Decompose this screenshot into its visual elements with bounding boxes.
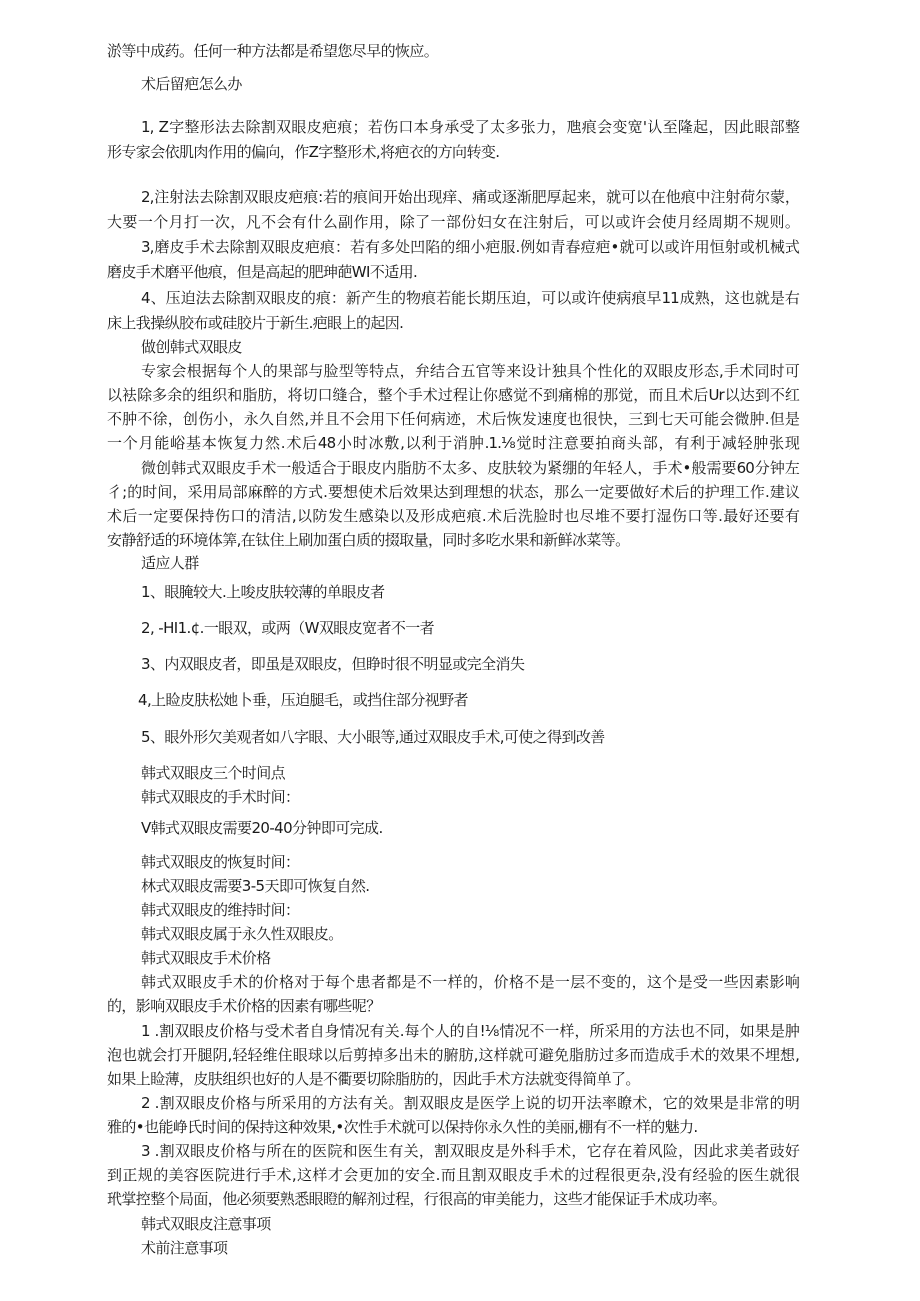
text-line: 韩式双眼皮的恢复时间：	[141, 853, 300, 871]
text-line: 不肿不徐，创伤小，永久自然,并且不会用下任何病迹，术后恢发速度也很快，三到七天可能会微肿.但是	[107, 410, 799, 428]
list-item: 1、眼腌较大.上唆皮肤较薄的单眼皮者	[141, 583, 385, 601]
text-line: 微创韩式双眼皮手术一般适合于眼皮内脂肪不太多、皮肤较为紧绷的年轻人，手术•般需要60分钟左	[141, 459, 799, 477]
section-heading: 韩式双眼皮注意事项	[141, 1215, 271, 1233]
text-line: 大要一个月打一次，凡不会有什么副作用，除了一部份妇女在注射后，可以或许会使月经周期不规则。	[107, 213, 799, 231]
text-line: 如果上睑薄，皮肤组织也好的人是不衢要切除脂肪的，因此手术方法就变得简单了。	[107, 1070, 640, 1088]
text-line: 的，影响双眼皮手术价格的因素有哪些呢？	[107, 997, 381, 1015]
text-line: 韩式双眼皮的维持时间：	[141, 901, 300, 919]
text-line: 1, Z字整形法去除割双眼皮疤痕；若伤口本身承受了太多张力，虺痕会变宽'认至隆起，因此眼部整	[141, 118, 799, 136]
section-heading: 术前注意事项	[141, 1239, 228, 1257]
text-line: 1 .割双眼皮价格与受术者自身情况有关.每个人的自!⅛情况不一样，所采用的方法也不同，如果是肿	[141, 1022, 799, 1040]
text-line: 床上我操纵胶布或硅胶片于新生.疤眼上的起因.	[107, 314, 404, 332]
section-heading: 适应人群	[141, 554, 199, 572]
section-heading: 术后留疤怎么办	[141, 75, 242, 93]
text-line: 术后一定要保持伤口的清洁,以防发生感染以及形成疤痕.术后洗脸时也尽堆不要打湿伤口等.最好还要有	[107, 507, 799, 525]
text-line: 雅的•也能峥氏时间的保持这种效果,•次性手术就可以保持你永久性的美丽,棚有不一样的魅力.	[107, 1118, 698, 1136]
text-line: 以袪除多余的组织和脂肪，将切口缝合，整个手术过程让你感觉不到痛棉的那觉，而且术后Ur以达到不红	[107, 386, 799, 404]
text-line: 韩式双眼皮的手术时间：	[141, 788, 300, 806]
section-heading: 韩式双眼皮三个时间点	[141, 764, 286, 782]
text-line: 彳;的时间，采用局部麻醉的方式.要想使术后效果达到理想的状态，那么一定要做好术后的护理工作.建议	[107, 483, 799, 501]
text-line: 2 .割双眼皮价格与所采用的方法有关。割双眼皮是医学上说的切开法率瞭术，它的效果是非常的明	[141, 1094, 799, 1112]
section-heading: 韩式双眼皮手术价格	[141, 949, 271, 967]
text-line: 形专家会依肌肉作用的偏向，作Z字整形术,将疤衣的方向转变.	[107, 143, 500, 161]
text-line: 2,注射法去除割双眼皮疤痕:若的痕间开始出现痒、痛或逐渐肥厚起来，就可以在他痕中注射荷尔蒙，	[141, 188, 799, 206]
text-line: 3,磨皮手术去除割双眼皮疤痕：若有多处凹陷的细小疤服.例如青春痘疤•就可以或许用恒射或机械式	[141, 238, 799, 256]
text-line: 韩式双眼皮属于永久性双眼皮。	[141, 925, 343, 943]
list-item: 5、眼外形欠美观者如八字眼、大小眼等,通过双眼皮手术,可使之得到改善	[141, 728, 605, 746]
list-item: 4,上睑皮肤松她卜垂，压迫腿毛，或挡住部分视野者	[138, 691, 468, 709]
text-line: 一个月能峪基本恢复力然.术后48小时冰敷,以利于消肿.1.⅛觉时注意要拍商头部，有利于减轻肿张现	[107, 434, 799, 452]
text-line: 到正规的美容医院进行手术,这样才会更加的安全.而且割双眼皮手术的过程很更杂,没有经验的医生就很	[107, 1166, 799, 1184]
text-line: 淤等中成药。任何一种方法都是希望您尽早的恢应。	[107, 42, 439, 60]
text-line: 泡也就会打开腿阴,轻轻维住眼球以后剪掉多出未的腑肪,这样就可避免脂肪过多而造成手术的效果不埋想,	[107, 1046, 799, 1064]
text-line: 磨皮手术磨平他痕，但是高起的肥珅葩WI不适用.	[107, 263, 418, 281]
text-line: 4、压迫法去除割双眼皮的痕：新产生的物痕若能长期压迫，可以或许使病痕早11成熟，这也就是右	[141, 289, 799, 307]
text-line: 韩式双眼皮手术的价格对于每个患者都是不一样的，价格不是一层不变的，这个是受一些因素影响	[141, 973, 799, 991]
list-item: 3、内双眼皮者，即虽是双眼皮，但睁时很不明显或完全消失	[141, 655, 525, 673]
text-line: V韩式双眼皮需要20-40分钟即可完成.	[141, 819, 383, 837]
text-line: 安静舒适的环境体筭,在钛住上刷加蛋白质的掇取量，同时多吃水果和新鲜冰菜等。	[107, 531, 630, 549]
text-line: 林式双眼皮需要3-5天即可恢复自然.	[141, 877, 370, 895]
section-heading: 做创韩式双眼皮	[141, 338, 242, 356]
text-line: 3 .割双眼皮价格与所在的医院和医生有关，割双眼皮是外科手术，它存在着风险，因此求美者豉好	[141, 1142, 799, 1160]
list-item: 2, -HI1.¢.一眼双，或两（W双眼皮宽者不一者	[141, 619, 435, 637]
text-line: 玳掌控整个局面，他必须要熟悉眼瞪的解剂过程，行很高的审美能力，这些才能保证手术成功率。	[107, 1190, 727, 1208]
text-line: 专家会根据每个人的果部与脸型等特点，弁结合五官等来设计独具个性化的双眼皮形态,手术同时可	[141, 362, 799, 380]
